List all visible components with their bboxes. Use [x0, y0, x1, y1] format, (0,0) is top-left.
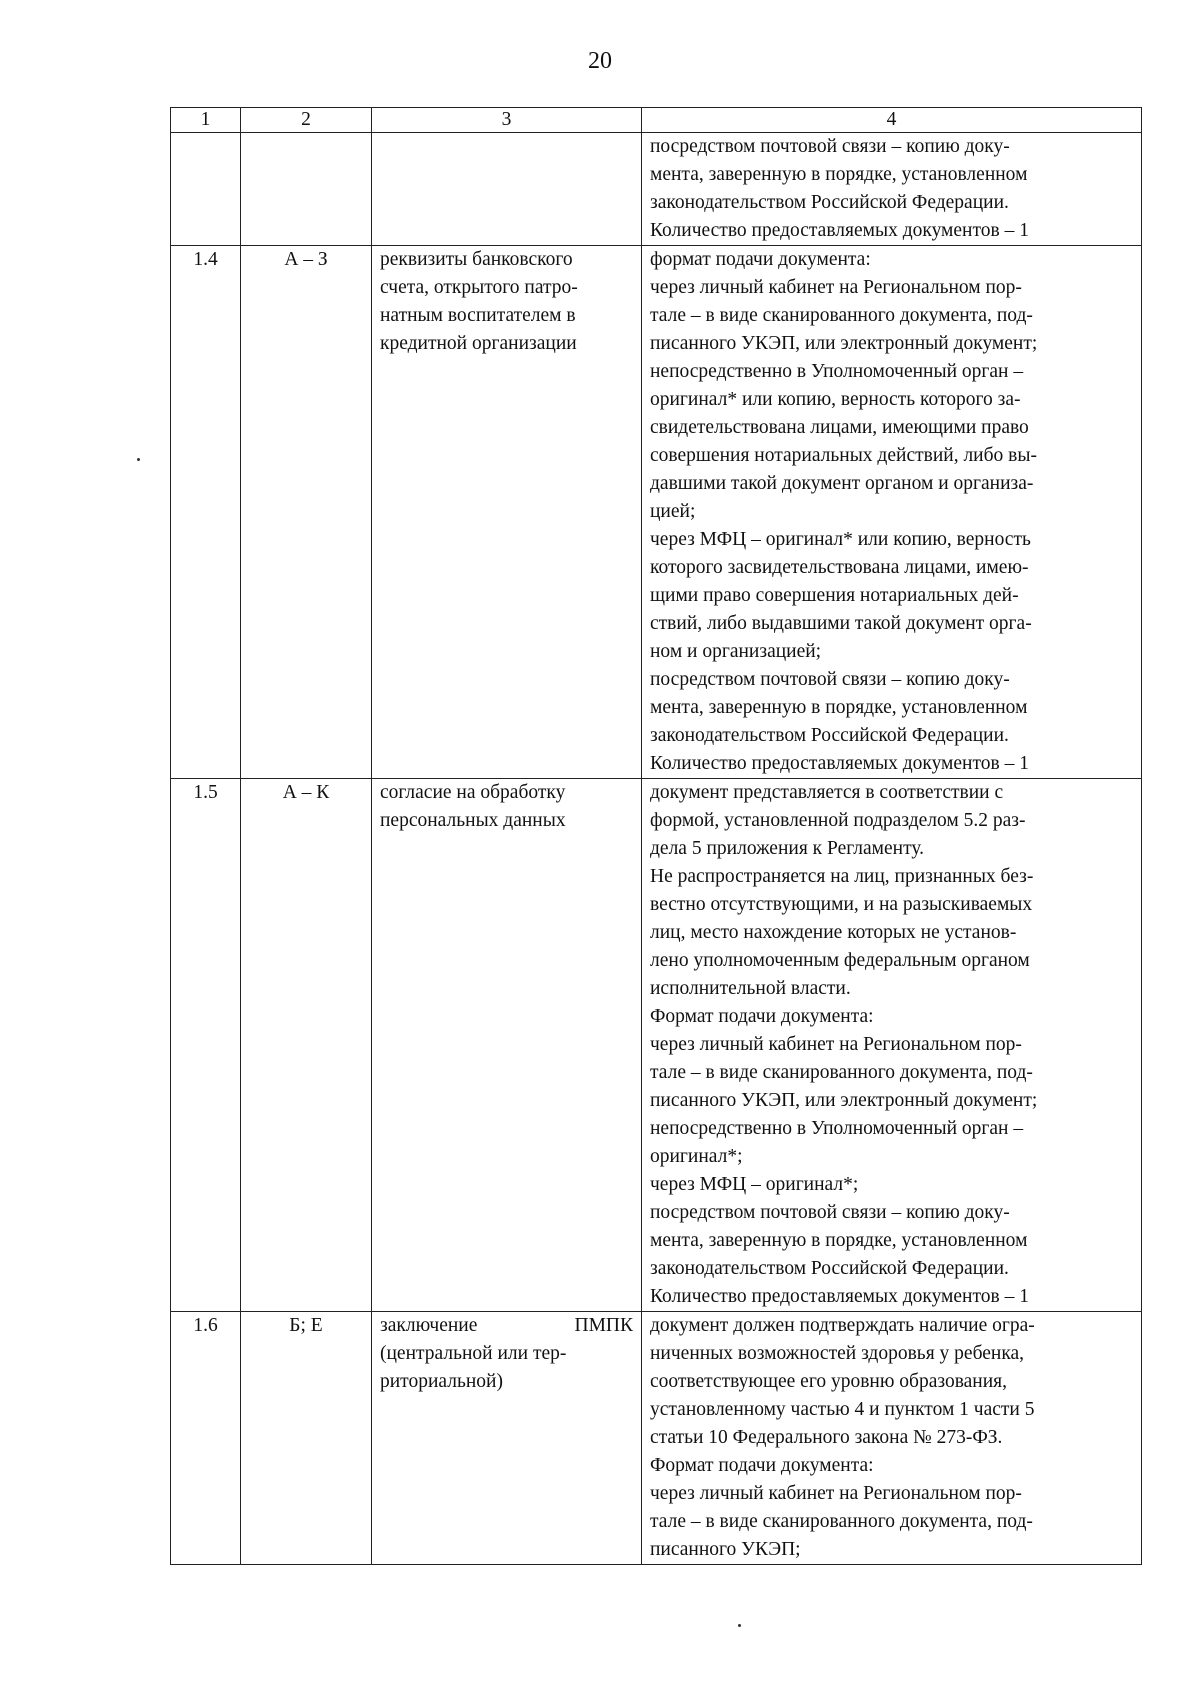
description-line: документ представляется в соответствии с	[650, 782, 1004, 803]
description-line: непосредственно в Уполномоченный орган –	[650, 1118, 1024, 1139]
description-line: лено уполномоченным федеральным органом	[650, 950, 1030, 971]
description-line: дела 5 приложения к Регламенту.	[650, 838, 925, 859]
description-line: ном и организацией;	[650, 641, 822, 662]
description-line: через МФЦ – оригинал*;	[650, 1174, 859, 1195]
table-row-continuation	[171, 133, 1142, 246]
row-name-cell	[372, 133, 642, 246]
scan-speck	[738, 1624, 741, 1627]
description-line: Количество предоставляемых документов – 1	[650, 1286, 1029, 1307]
description-line: ниченных возможностей здоровья у ребенка,	[650, 1343, 1025, 1364]
description-line: свидетельствована лицами, имеющими право	[650, 417, 1029, 438]
description-line: Количество предоставляемых документов – 1	[650, 753, 1029, 774]
description-line: тале – в виде сканированного документа, под-	[650, 1062, 1033, 1083]
description-line: щими право совершения нотариальных дей-	[650, 585, 1019, 606]
description-line: писанного УКЭП;	[650, 1539, 801, 1560]
description-line: формат подачи документа:	[650, 249, 871, 270]
column-header-2: 2	[241, 108, 372, 133]
description-line: мента, заверенную в порядке, установленном	[650, 164, 1028, 185]
table-header-row	[171, 108, 1142, 133]
description-line: давшими такой документ органом и организа-	[650, 473, 1034, 494]
description-line: через МФЦ – оригинал* или копию, верность	[650, 529, 1031, 550]
row-description-cell	[642, 246, 1142, 779]
description-line: через личный кабинет на Региональном пор-	[650, 1483, 1022, 1504]
description-line: лиц, место нахождение которых не установ-	[650, 922, 1017, 943]
column-header-4: 4	[642, 108, 1142, 133]
table-row-1-4	[171, 246, 1142, 779]
table-row-1-6	[171, 1312, 1142, 1565]
row-code-cell: Б; Е	[241, 1312, 372, 1565]
description-line: Не распространяется на лиц, признанных без-	[650, 866, 1034, 887]
row-description-cell	[642, 779, 1142, 1312]
description-line: посредством почтовой связи – копию доку-	[650, 1202, 1010, 1223]
documents-table	[170, 107, 1142, 1565]
row-number-cell	[171, 133, 241, 246]
name-line: заключение ПМПК	[380, 1315, 633, 1336]
table-row-1-5	[171, 779, 1142, 1312]
description-line: законодательством Российской Федерации.	[650, 725, 1009, 746]
row-number-cell: 1.6	[171, 1312, 241, 1565]
description-line: законодательством Российской Федерации.	[650, 192, 1009, 213]
description-line: тале – в виде сканированного документа, под-	[650, 1511, 1033, 1532]
description-line: через личный кабинет на Региональном пор-	[650, 1034, 1022, 1055]
description-line: вестно отсутствующими, и на разыскиваемых	[650, 894, 1033, 915]
description-line: совершения нотариальных действий, либо вы-	[650, 445, 1037, 466]
row-code-cell	[241, 133, 372, 246]
description-line: установленному частью 4 и пунктом 1 части 5	[650, 1399, 1035, 1420]
name-line: реквизиты банковского	[380, 249, 573, 270]
description-line: оригинал* или копию, верность которого за-	[650, 389, 1021, 410]
name-line: кредитной организации	[380, 333, 577, 354]
row-name-cell	[372, 246, 642, 779]
description-line: посредством почтовой связи – копию доку-	[650, 669, 1010, 690]
description-line: цией;	[650, 501, 696, 522]
name-line: натным воспитателем в	[380, 305, 576, 326]
description-line: Формат подачи документа:	[650, 1455, 874, 1476]
description-line: ствий, либо выдавшими такой документ орга-	[650, 613, 1032, 634]
name-line: согласие на обработку	[380, 782, 566, 803]
row-code-cell: А – З	[241, 246, 372, 779]
description-line: Количество предоставляемых документов – 1	[650, 220, 1029, 241]
description-line: мента, заверенную в порядке, установленном	[650, 1230, 1028, 1251]
description-line: через личный кабинет на Региональном пор-	[650, 277, 1022, 298]
description-line: статьи 10 Федерального закона № 273-ФЗ.	[650, 1427, 1003, 1448]
description-line: посредством почтовой связи – копию доку-	[650, 136, 1010, 157]
row-name-cell	[372, 1312, 642, 1565]
column-header-1: 1	[171, 108, 241, 133]
scan-speck	[137, 458, 140, 461]
name-line: риториальной)	[380, 1371, 503, 1392]
description-line: мента, заверенную в порядке, установленном	[650, 697, 1028, 718]
description-line: тале – в виде сканированного документа, под-	[650, 305, 1033, 326]
row-description-cell	[642, 1312, 1142, 1565]
description-line: писанного УКЭП, или электронный документ;	[650, 333, 1038, 354]
name-line: (центральной или тер-	[380, 1343, 567, 1364]
description-line: законодательством Российской Федерации.	[650, 1258, 1009, 1279]
description-line: исполнительной власти.	[650, 978, 851, 999]
description-line: формой, установленной подразделом 5.2 раз-	[650, 810, 1026, 831]
description-line: оригинал*;	[650, 1146, 743, 1167]
page-number: 20	[588, 48, 612, 74]
column-header-3: 3	[372, 108, 642, 133]
name-line: счета, открытого патро-	[380, 277, 578, 298]
description-line: непосредственно в Уполномоченный орган –	[650, 361, 1024, 382]
description-line: соответствующее его уровню образования,	[650, 1371, 1008, 1392]
description-line: Формат подачи документа:	[650, 1006, 874, 1027]
row-number-cell: 1.5	[171, 779, 241, 1312]
row-number-cell: 1.4	[171, 246, 241, 779]
row-code-cell: А – К	[241, 779, 372, 1312]
row-name-cell	[372, 779, 642, 1312]
row-description-cell	[642, 133, 1142, 246]
description-line: которого засвидетельствована лицами, имею-	[650, 557, 1029, 578]
description-line: документ должен подтверждать наличие огра-	[650, 1315, 1035, 1336]
description-line: писанного УКЭП, или электронный документ;	[650, 1090, 1038, 1111]
name-line: персональных данных	[380, 810, 566, 831]
